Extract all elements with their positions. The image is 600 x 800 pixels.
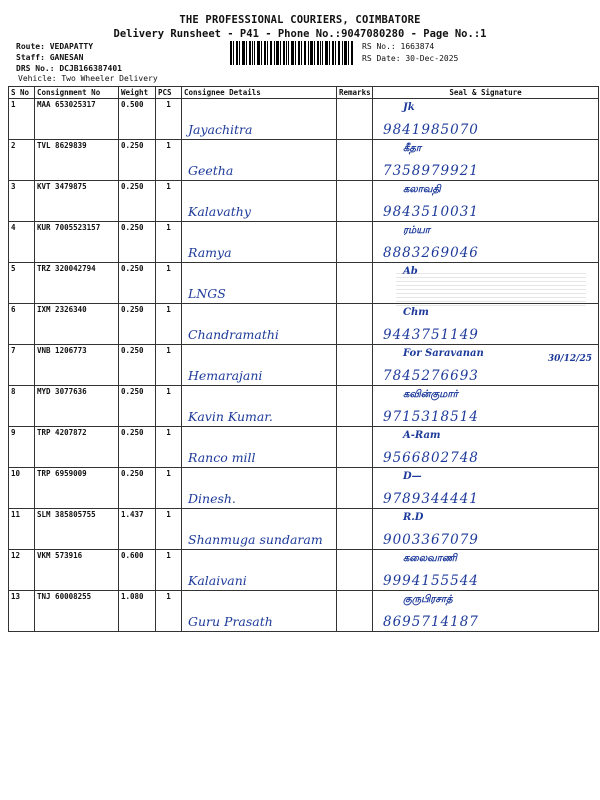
cell-consignment-no: MYD 3077636 <box>35 386 119 427</box>
cell-remarks <box>337 181 373 222</box>
cell-consignment-no: VNB 1206773 <box>35 345 119 386</box>
handwritten-phone: 9715318514 <box>383 409 479 425</box>
cell-pcs: 1 <box>156 263 182 304</box>
cell-consignment-no: MAA 653025317 <box>35 99 119 140</box>
cell-signature <box>373 509 599 550</box>
handwritten-phone: 9994155544 <box>383 573 479 589</box>
cell-consignee <box>182 591 337 632</box>
company-title: THE PROFESSIONAL COURIERS, COIMBATORE <box>179 14 421 26</box>
cell-sno: 13 <box>9 591 35 632</box>
table-row <box>9 550 599 591</box>
cell-weight: 0.250 <box>119 304 156 345</box>
table-header-row <box>9 87 599 99</box>
cell-weight: 0.250 <box>119 386 156 427</box>
rs-date: RS Date: 30-Dec-2025 <box>362 54 459 63</box>
cell-remarks <box>337 509 373 550</box>
cell-sno: 12 <box>9 550 35 591</box>
cell-consignment-no: SLM 385805755 <box>35 509 119 550</box>
cell-consignment-no: VKM 573916 <box>35 550 119 591</box>
col-header-sno: S No <box>9 87 35 99</box>
handwritten-consignee-name: Kavin Kumar. <box>188 409 273 424</box>
table-row <box>9 345 599 386</box>
staff-label: Staff: GANESAN <box>16 53 84 62</box>
handwritten-consignee-name: Chandramathi <box>188 327 279 342</box>
cell-consignee <box>182 550 337 591</box>
cell-weight: 0.250 <box>119 427 156 468</box>
table-row <box>9 99 599 140</box>
handwritten-signature: Ab <box>403 266 418 277</box>
cell-signature <box>373 304 599 345</box>
cell-consignment-no: KUR 7005523157 <box>35 222 119 263</box>
cell-pcs: 1 <box>156 345 182 386</box>
handwritten-signature: R.D <box>403 512 424 523</box>
table-row <box>9 222 599 263</box>
runsheet-table <box>8 86 599 632</box>
cell-consignee <box>182 304 337 345</box>
cell-weight: 0.600 <box>119 550 156 591</box>
runsheet-subtitle: Delivery Runsheet - P41 - Phone No.:9047080280 - Page No.:1 <box>113 28 487 40</box>
cell-remarks <box>337 140 373 181</box>
cell-consignee <box>182 222 337 263</box>
cell-sno: 10 <box>9 468 35 509</box>
cell-sno: 11 <box>9 509 35 550</box>
cell-weight: 0.250 <box>119 222 156 263</box>
drs-number: DRS No.: DCJB166387401 <box>16 64 122 73</box>
cell-signature <box>373 99 599 140</box>
table-row <box>9 468 599 509</box>
cell-pcs: 1 <box>156 304 182 345</box>
handwritten-consignee-name: Shanmuga sundaram <box>188 532 323 547</box>
handwritten-signature: Jk <box>403 102 415 113</box>
cell-signature <box>373 427 599 468</box>
cell-sno: 7 <box>9 345 35 386</box>
cell-weight: 0.250 <box>119 263 156 304</box>
cell-consignee <box>182 386 337 427</box>
cell-pcs: 1 <box>156 591 182 632</box>
cell-consignee <box>182 181 337 222</box>
cell-weight: 0.250 <box>119 181 156 222</box>
handwritten-consignee-name: Jayachitra <box>188 122 253 137</box>
handwritten-phone: 9003367079 <box>383 532 479 548</box>
cell-weight: 0.250 <box>119 345 156 386</box>
handwritten-consignee-name: Hemarajani <box>188 368 263 383</box>
cell-consignment-no: TRP 6959009 <box>35 468 119 509</box>
cell-sno: 8 <box>9 386 35 427</box>
handwritten-note: 30/12/25 <box>547 354 592 364</box>
handwritten-signature: கலைவாணி <box>403 553 457 564</box>
handwritten-phone: 8695714187 <box>383 614 479 630</box>
handwritten-signature: கலாவதி <box>403 184 441 195</box>
handwritten-consignee-name: Ramya <box>188 245 232 260</box>
handwritten-signature: D— <box>403 471 422 482</box>
cell-sno: 1 <box>9 99 35 140</box>
col-header-signature: Seal & Signature <box>373 87 599 99</box>
col-header-remarks: Remarks <box>337 87 373 99</box>
col-header-pcs: PCS <box>156 87 182 99</box>
table-row <box>9 386 599 427</box>
handwritten-phone: 9566802748 <box>383 450 479 466</box>
cell-consignment-no: KVT 3479875 <box>35 181 119 222</box>
cell-consignment-no: TRZ 320042794 <box>35 263 119 304</box>
cell-pcs: 1 <box>156 222 182 263</box>
cell-weight: 0.500 <box>119 99 156 140</box>
handwritten-signature: Chm <box>403 307 429 318</box>
cell-consignee <box>182 345 337 386</box>
cell-remarks <box>337 591 373 632</box>
cell-sno: 4 <box>9 222 35 263</box>
handwritten-consignee-name: Dinesh. <box>188 491 236 506</box>
cell-remarks <box>337 427 373 468</box>
handwritten-phone: 9843510031 <box>383 204 479 220</box>
cell-sno: 9 <box>9 427 35 468</box>
cell-consignee <box>182 99 337 140</box>
cell-remarks <box>337 263 373 304</box>
cell-pcs: 1 <box>156 386 182 427</box>
cell-consignee <box>182 468 337 509</box>
handwritten-phone: 9841985070 <box>383 122 479 138</box>
vehicle-label: Vehicle: Two Wheeler Delivery <box>18 74 158 83</box>
cell-pcs: 1 <box>156 99 182 140</box>
cell-pcs: 1 <box>156 509 182 550</box>
cell-weight: 0.250 <box>119 468 156 509</box>
handwritten-phone: 7358979921 <box>383 163 479 179</box>
cell-remarks <box>337 222 373 263</box>
cell-pcs: 1 <box>156 468 182 509</box>
cell-consignment-no: IXM 2326340 <box>35 304 119 345</box>
handwritten-consignee-name: Ranco mill <box>188 450 256 465</box>
cell-consignee <box>182 509 337 550</box>
cell-consignment-no: TNJ 60008255 <box>35 591 119 632</box>
cell-pcs: 1 <box>156 140 182 181</box>
cell-signature <box>373 345 599 386</box>
handwritten-signature: குருபிரசாத் <box>403 594 453 605</box>
table-row <box>9 509 599 550</box>
table-row <box>9 140 599 181</box>
barcode-image <box>230 41 354 65</box>
route-label: Route: VEDAPATTY <box>16 42 94 51</box>
col-header-consignment: Consignment No <box>35 87 119 99</box>
cell-remarks <box>337 468 373 509</box>
rs-number: RS No.: 1663874 <box>362 42 435 51</box>
cell-remarks <box>337 345 373 386</box>
handwritten-signature: கீதா <box>403 143 422 154</box>
handwritten-consignee-name: Kalavathy <box>188 204 251 219</box>
cell-sno: 3 <box>9 181 35 222</box>
handwritten-consignee-name: Geetha <box>188 163 234 178</box>
handwritten-phone: 8883269046 <box>383 245 479 261</box>
handwritten-phone: 9789344441 <box>383 491 479 507</box>
cell-remarks <box>337 386 373 427</box>
cell-remarks <box>337 99 373 140</box>
cell-signature <box>373 468 599 509</box>
cell-signature <box>373 181 599 222</box>
handwritten-consignee-name: Guru Prasath <box>188 614 273 629</box>
handwritten-signature: கவின்குமார் <box>403 389 458 400</box>
handwritten-consignee-name: LNGS <box>188 286 226 301</box>
handwritten-signature: ரம்யா <box>403 225 431 236</box>
cell-consignee <box>182 140 337 181</box>
cell-remarks <box>337 304 373 345</box>
table-row <box>9 304 599 345</box>
cell-sno: 5 <box>9 263 35 304</box>
col-header-weight: Weight <box>119 87 156 99</box>
cell-consignee <box>182 427 337 468</box>
cell-signature <box>373 550 599 591</box>
cell-weight: 1.437 <box>119 509 156 550</box>
cell-signature <box>373 222 599 263</box>
cell-signature <box>373 386 599 427</box>
table-row <box>9 591 599 632</box>
cell-pcs: 1 <box>156 181 182 222</box>
cell-signature <box>373 140 599 181</box>
handwritten-consignee-name: Kalaivani <box>188 573 247 588</box>
table-row <box>9 181 599 222</box>
table-row <box>9 427 599 468</box>
cell-remarks <box>337 550 373 591</box>
col-header-consignee: Consignee Details <box>182 87 337 99</box>
cell-consignment-no: TRP 4207872 <box>35 427 119 468</box>
cell-signature <box>373 591 599 632</box>
cell-sno: 2 <box>9 140 35 181</box>
cell-consignment-no: TVL 8629839 <box>35 140 119 181</box>
cell-pcs: 1 <box>156 550 182 591</box>
cell-pcs: 1 <box>156 427 182 468</box>
cell-sno: 6 <box>9 304 35 345</box>
handwritten-phone: 7845276693 <box>383 368 479 384</box>
handwritten-signature: For Saravanan <box>403 348 484 359</box>
handwritten-signature: A-Ram <box>403 430 441 441</box>
scan-noise <box>396 270 586 306</box>
cell-consignee <box>182 263 337 304</box>
cell-weight: 1.080 <box>119 591 156 632</box>
handwritten-phone: 9443751149 <box>383 327 479 343</box>
cell-weight: 0.250 <box>119 140 156 181</box>
